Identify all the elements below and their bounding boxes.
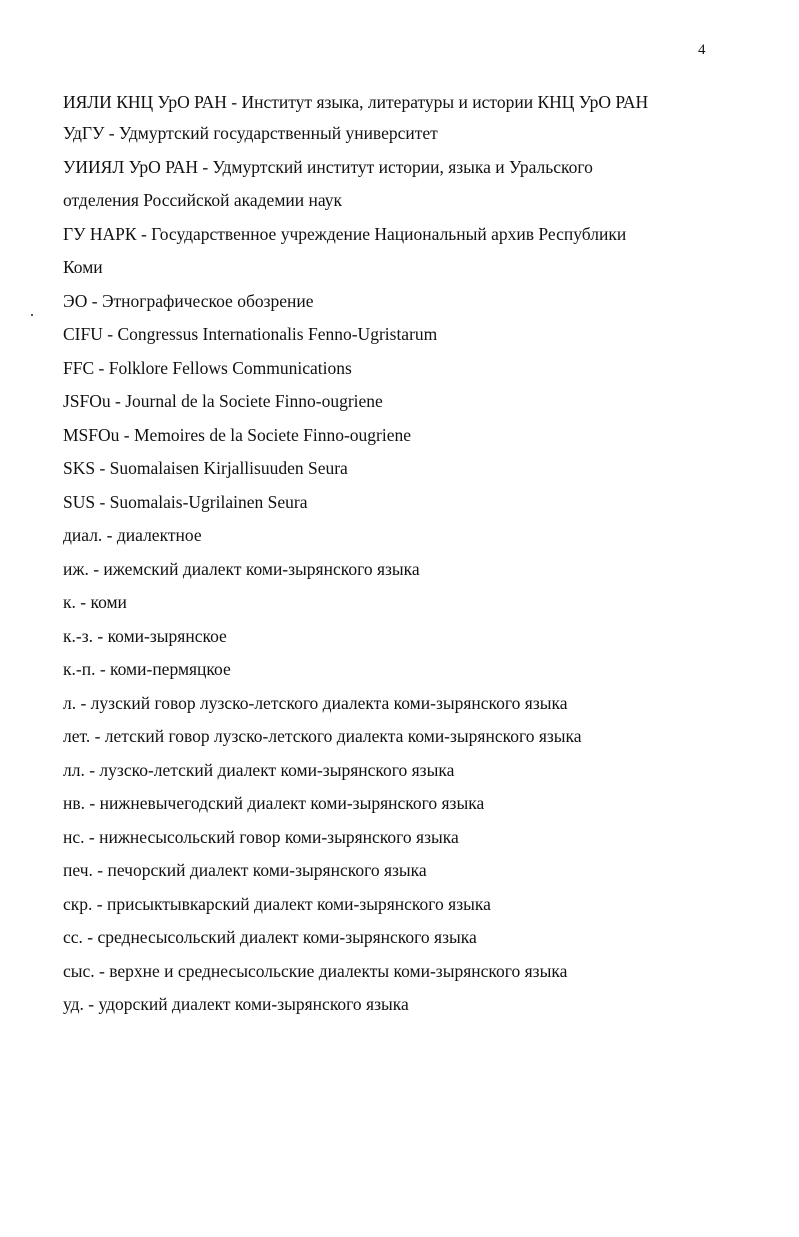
page-number: 4 xyxy=(698,42,706,58)
abbreviation-line: отделения Российской академии наук xyxy=(63,190,343,210)
abbreviation-line: л. - лузский говор лузско-летского диалекта коми-зырянского языка xyxy=(63,692,568,713)
abbreviation-line: SUS - Suomalais-Ugrilainen Seura xyxy=(63,491,308,512)
abbreviation-line: нс. - нижнесысольский говор коми-зырянского языка xyxy=(63,826,459,847)
abbreviation-line: уд. - удорский диалект коми-зырянского языка xyxy=(63,994,409,1014)
abbreviation-line: к. - коми xyxy=(63,592,127,612)
abbreviation-line: MSFOu - Memoires de la Societe Finno-ougriene xyxy=(63,424,412,445)
abbreviation-line: ЭО - Этнографическое обозрение xyxy=(63,290,314,311)
abbreviation-line: УдГУ - Удмуртский государственный университет xyxy=(63,123,438,143)
abbreviation-line: лет. - летский говор лузско-летского диалекта коми-зырянского языка xyxy=(63,726,582,746)
abbreviation-line: диал. - диалектное xyxy=(63,525,202,545)
scan-speck xyxy=(31,314,33,316)
abbreviation-line: SKS - Suomalaisen Kirjallisuuden Seura xyxy=(63,458,348,478)
abbreviation-line: УИИЯЛ УрО РАН - Удмуртский институт истории, языка и Уральского xyxy=(63,156,593,177)
abbreviation-line: лл. - лузско-летский диалект коми-зырянского языка xyxy=(63,759,455,780)
abbreviation-line: скр. - присыктывкарский диалект коми-зырянского языка xyxy=(63,893,491,914)
abbreviation-line: нв. - нижневычегодский диалект коми-зырянского языка xyxy=(63,793,485,813)
abbreviation-line: JSFOu - Journal de la Societe Finno-ougriene xyxy=(63,391,383,411)
abbreviation-line: ИЯЛИ КНЦ УрО РАН - Институт языка, литературы и истории КНЦ УрО РАН xyxy=(63,92,649,112)
abbreviation-line: к.-з. - коми-зырянское xyxy=(63,625,227,646)
abbreviation-line: FFC - Folklore Fellows Communications xyxy=(63,357,352,378)
abbreviation-line: к.-п. - коми-пермяцкое xyxy=(63,659,231,679)
abbreviation-line: сыс. - верхне и среднесысольские диалекты коми-зырянского языка xyxy=(63,960,568,981)
abbreviation-line: CIFU - Congressus Internationalis Fenno-Ugristarum xyxy=(63,324,438,344)
abbreviation-line: Коми xyxy=(63,257,103,277)
abbreviation-list xyxy=(63,88,763,1022)
abbreviation-line: печ. - печорский диалект коми-зырянского языка xyxy=(63,860,427,880)
abbreviation-line: сс. - среднесысольский диалект коми-зырянского языка xyxy=(63,927,477,947)
abbreviation-line: иж. - ижемский диалект коми-зырянского языка xyxy=(63,558,420,579)
abbreviation-line: ГУ НАРК - Государственное учреждение Национальный архив Республики xyxy=(63,223,627,244)
